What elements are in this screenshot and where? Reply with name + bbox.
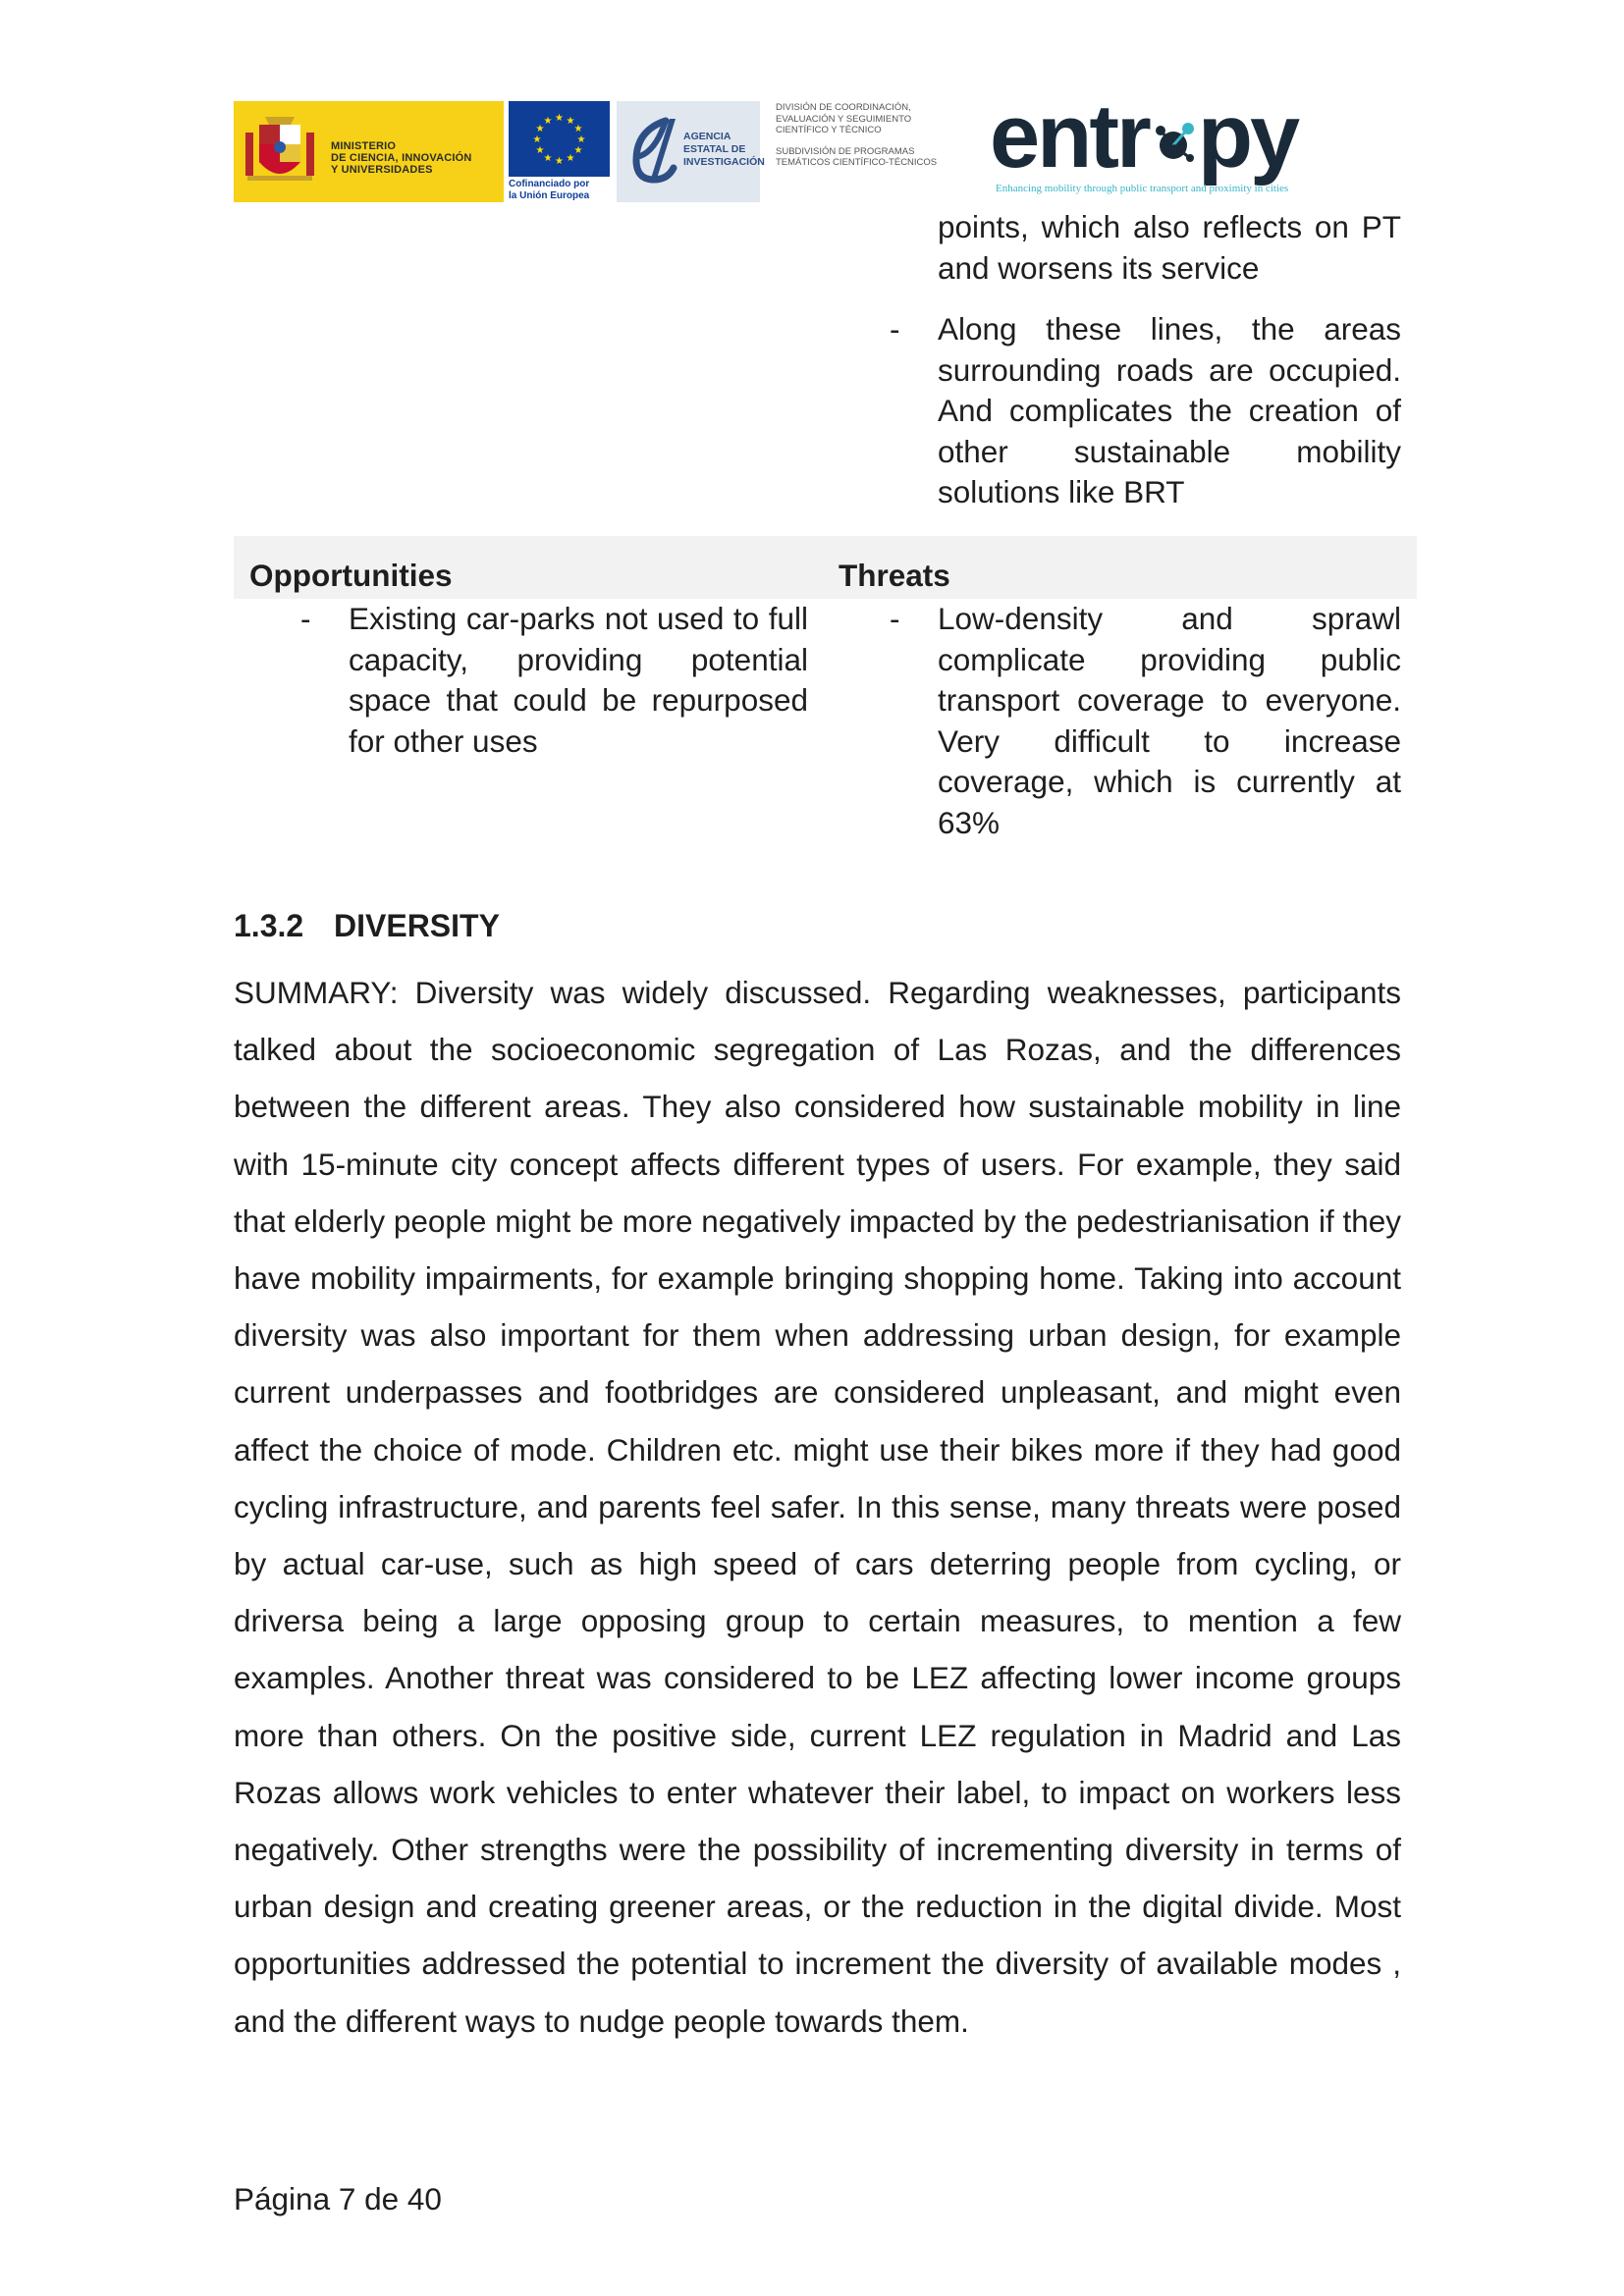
eu-caption-line: Cofinanciado por	[509, 179, 590, 189]
svg-text:★: ★	[555, 113, 564, 124]
svg-text:★: ★	[573, 145, 583, 156]
eu-caption	[509, 179, 610, 202]
opportunities-header: Opportunities	[249, 558, 453, 593]
ministerio-logo	[234, 101, 504, 202]
svg-text:★: ★	[573, 124, 583, 134]
aei-e-icon	[626, 111, 681, 189]
bullet-dash: -	[890, 311, 900, 347]
ministerio-line: Y UNIVERSIDADES	[331, 164, 433, 176]
page-number: Página 7 de 40	[234, 2181, 442, 2216]
ministerio-text	[331, 140, 472, 176]
svg-text:★: ★	[566, 116, 575, 127]
svg-text:★: ★	[543, 153, 553, 164]
svg-text:★: ★	[576, 134, 586, 145]
aei-line: AGENCIA	[683, 131, 731, 142]
entropy-logo	[990, 86, 1351, 204]
eu-stars-icon	[509, 101, 610, 177]
section-heading	[234, 905, 500, 946]
section-number: 1.3.2	[234, 908, 304, 943]
division-line: DIVISIÓN DE COORDINACIÓN,	[776, 102, 911, 113]
subdivision-line: SUBDIVISIÓN DE PROGRAMAS	[776, 145, 915, 157]
aei-text	[683, 131, 765, 169]
section-title: DIVERSITY	[334, 908, 500, 943]
eu-caption-line: la Unión Europea	[509, 190, 590, 201]
svg-text:★: ★	[543, 116, 553, 127]
svg-text:★: ★	[535, 145, 545, 156]
division-logo-text	[776, 102, 937, 169]
table-header-row	[234, 536, 1417, 599]
eu-logo	[509, 101, 610, 202]
spanish-coat-of-arms-icon	[245, 115, 314, 189]
bullet-dash: -	[890, 601, 900, 636]
entropy-network-o-icon	[1149, 119, 1198, 168]
entropy-tagline: Enhancing mobility through public transport and proximity in cities	[996, 183, 1289, 194]
aei-line: INVESTIGACIÓN	[683, 156, 765, 168]
svg-text:★: ★	[535, 124, 545, 134]
bullet-dash: -	[300, 601, 311, 636]
division-line: EVALUACIÓN Y SEGUIMIENTO	[776, 113, 912, 125]
ministerio-line: DE CIENCIA, INNOVACIÓN	[331, 152, 472, 164]
weakness-item: Along these lines, the areas surrounding roads are occupied. And complicates the creation of other sustainable mobility solutions like BRT	[938, 311, 1401, 509]
aei-logo	[617, 101, 765, 202]
threats-header: Threats	[839, 558, 950, 593]
weakness-item-continued: points, which also reflects on PT and worsens its service	[938, 209, 1401, 286]
summary-paragraph: SUMMARY: Diversity was widely discussed. Regarding weaknesses, participants talked about the socioeconomic segregation of Las Rozas, and the differences between the different areas. They also considered how sustainable mobility in line with 15-minute city concept affects different types of users. For example, they said that elderly people might be more negatively impacted by the pedestrianisation if they have mobility impairments, for example bringing shopping home. Taking into account diversity was also important for them when addressing urban design, for example current underpasses and footbridges are considered unpleasant, and might even affect the choice of mode. Children etc. might use their bikes more if they had good cycling infrastructure, and parents feel safer. In this sense, many threats were posed by actual car-use, such as high speed of cars deterring people from cycling, or driversa being a large opposing group to certain measures, to mention a few examples. Another threat was considered to be LEZ affecting lower income groups more than others. On the positive side, current LEZ regulation in Madrid and Las Rozas allows work vehicles to enter whatever their label, to impact on workers less negatively. Other strengths were the possibility of incrementing diversity in terms of urban design and creating greener areas, or the reduction in the digital divide. Most opportunities addressed the potential to increment the diversity of available modes , and the different ways to nudge people towards them.	[234, 975, 1401, 2039]
svg-text:★: ★	[555, 156, 564, 167]
eu-flag	[509, 101, 610, 177]
division-line: CIENTÍFICO Y TÉCNICO	[776, 125, 882, 135]
subdivision-line: TEMÁTICOS CIENTÍFICO-TÉCNICOS	[776, 157, 938, 168]
ministerio-line: MINISTERIO	[331, 140, 397, 152]
svg-text:★: ★	[566, 153, 575, 164]
svg-text:★: ★	[532, 134, 542, 145]
entropy-wordmark	[990, 82, 1297, 190]
aei-line: ESTATAL DE	[683, 143, 746, 155]
opportunity-item: Existing car-parks not used to full capacity, providing potential space that could be repurposed for other uses	[349, 601, 808, 759]
entropy-wordmark-right: py	[1197, 86, 1298, 187]
threat-item: Low-density and sprawl complicate providing public transport coverage to everyone. Very difficult to increase coverage, which is currently at 63%	[938, 601, 1401, 840]
entropy-wordmark-left: entr	[990, 86, 1149, 187]
